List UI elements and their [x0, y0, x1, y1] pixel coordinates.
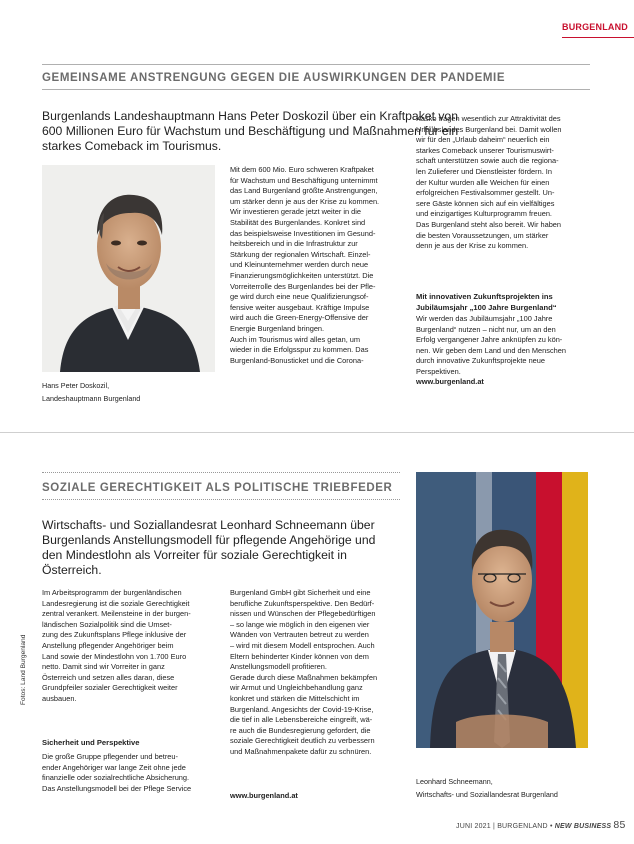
article1-subhead-line2: Jubiläumsjahr „100 Jahre Burgenland“: [416, 302, 557, 312]
article1-column-3b: Wir werden das Jubiläumsjahr „100 Jahre Burgenland“ nutzen – nicht nur, um an den Erfolg vergangener Jahre anknüpfen zu kön- nen. Wir geben dem Land und den Menschen durch innovative Zukunftsprojekte neue Perspektiven.: [416, 314, 566, 376]
portrait-illustration-2: [416, 472, 588, 748]
article1-subhead: [416, 292, 589, 313]
article2-lead: Wirtschafts- und Soziallandesrat Leonhard Schneemann über Burgenlands Anstellungsmodell für pflegende Angehörige und den Mindestlohn als Vorreiter für soziale Gerechtigkeit in Österreich.: [42, 518, 376, 577]
schneemann-caption-name: Leonhard Schneemann,: [416, 777, 493, 786]
section-tag-label: BURGENLAND: [562, 22, 628, 32]
schneemann-caption-role: Wirtschafts- und Soziallandesrat Burgenland: [416, 789, 558, 799]
article2-title-rule: [42, 499, 400, 500]
page-number: 85: [613, 819, 626, 831]
footer-magazine: NEW BUSINESS: [554, 823, 612, 830]
article2-subhead: Sicherheit und Perspektive: [42, 738, 140, 747]
portrait-illustration: [42, 165, 215, 372]
article1-column-2: Mit dem 600 Mio. Euro schweren Kraftpaket für Wachstum und Beschäftigung unternimmt das Land Burgenland größte Anstrengungen, um stärker denn je aus der Krise zu kommen. Wir investieren gerade jetzt weiter in die Stabilität des Burgenlandes. Konkret sind das beispielsweise Investitionen im Gesund- heitsbereich und in die Infrastruktur zur Stärkung der regionalen Wirtschaft. Einzel- und Kleinunternehmer werden durch neue Finanzierungsmöglichkeiten unterstützt. Die Vorreiterrolle des Burgenlandes bei der Pfle- ge wird durch eine neue Qualifizierungsof- fensive weiter ausgebaut. Kräftige Impulse wird auch die Green-Energy-Offensive der Energie Burgenland bringen. Auch im Tourismus wird alles getan, um wieder in die Erfolgsspur zu kommen. Das Burgenland-Bonusticket und die Corona-: [230, 165, 380, 365]
schneemann-caption: [416, 776, 558, 801]
article2-title: SOZIALE GERECHTIGKEIT ALS POLITISCHE TRIEBFEDER: [42, 482, 393, 494]
schneemann-photo: [416, 472, 588, 748]
article1-title: GEMEINSAME ANSTRENGUNG GEGEN DIE AUSWIRKUNGEN DER PANDEMIE: [42, 72, 506, 84]
doskozil-caption-name: Hans Peter Doskozil,: [42, 381, 110, 390]
article1-top-rule: [42, 64, 590, 65]
section-tag: [540, 6, 634, 38]
article1-title-rule: [42, 89, 590, 90]
article1-column-3: Kasko tragen wesentlich zur Attraktivität des Urlaubslandes Burgenland bei. Damit wollen wir für den „Urlaub daheim“ neuerlich ein starkes Comeback unserer Tourismuswirt- schaft unterstützen sowie auch die regiona- len Zulieferer und Dienstleister fördern. In der Kultur wurden alle Weichen für einen erfolgreichen Festivalsommer gestellt. Un- sere Gäste können sich auf ein vielfältiges und einzigartiges Kulturprogramm freuen. Das Burgenland steht also bereit. Wir haben die besten Voraussetzungen, um stärker denn je aus der Krise zu kommen.: [416, 114, 562, 251]
doskozil-caption: [42, 380, 140, 405]
article-divider: [0, 432, 634, 433]
page-footer: JUNI 2021 | BURGENLAND • NEW BUSINESS 85: [456, 819, 626, 831]
article1-lead: Burgenlands Landeshauptmann Hans Peter Doskozil über ein Kraftpaket von 600 Millionen Euro für Wachstum und Beschäftigung und Maßnahmen für ein starkes Comeback im Tourismus.: [42, 109, 459, 153]
article1-subhead-line1: Mit innovativen Zukunftsprojekten ins: [416, 292, 553, 301]
footer-bullet: •: [549, 823, 553, 830]
photo-credit: Fotos: Land Burgenland: [20, 634, 27, 705]
article1-website-link[interactable]: www.burgenland.at: [416, 377, 484, 386]
article2-top-rule: [42, 472, 400, 473]
article2-column-1: Im Arbeitsprogramm der burgenländischen Landesregierung ist die soziale Gerechtigkeit zentral verankert. Meilensteine in der burgen- ländischen Sozialpolitik sind die Umset- zung des Zukunftsplans Pflege inklusive der Anstellung pflegender Angehöriger beim Land sowie der Mindestlohn von 1.700 Euro netto. Damit sind wir Vorreiter in ganz Österreich und setzen alles daran, diese Grundpfeiler sozialer Gerechtigkeit weiter ausbauen.: [42, 588, 191, 703]
article2-website-link[interactable]: www.burgenland.at: [230, 791, 298, 800]
footer-date: JUNI 2021: [456, 823, 491, 830]
footer-section: BURGENLAND: [497, 823, 548, 830]
article2-column-1b: Die große Gruppe pflegender und betreu- ender Angehöriger war lange Zeit ohne jede finanzielle oder sozialrechtliche Absicherung. Das Anstellungsmodell bei der Pflege Service: [42, 752, 192, 793]
article2-column-2: Burgenland GmbH gibt Sicherheit und eine berufliche Zukunftsperspektive. Den Bedürf- nissen und Wünschen der Pflegebedürftigen – so lange wie möglich in den eigenen vier Wänden von Vertrauten betreut zu werden – wird mit diesem Modell entsprochen. Auch Eltern behinderter Kinder können von dem Anstellungsmodell profitieren. Gerade durch diese Maßnahmen bekämpfen wir Armut und Ungleichbehandlung ganz konkret und stärken die Mittelschicht im Burgenland. Angesichts der Covid-19-Krise, die tief in alle Lebensbereiche eingreift, wä- re auch die Bundesregierung gefordert, die soziale Gerechtigkeit deutlich zu verbessern und Maßnahmenpakete dafür zu schnüren.: [230, 588, 378, 756]
doskozil-photo: [42, 165, 215, 372]
doskozil-caption-role: Landeshauptmann Burgenland: [42, 393, 141, 403]
